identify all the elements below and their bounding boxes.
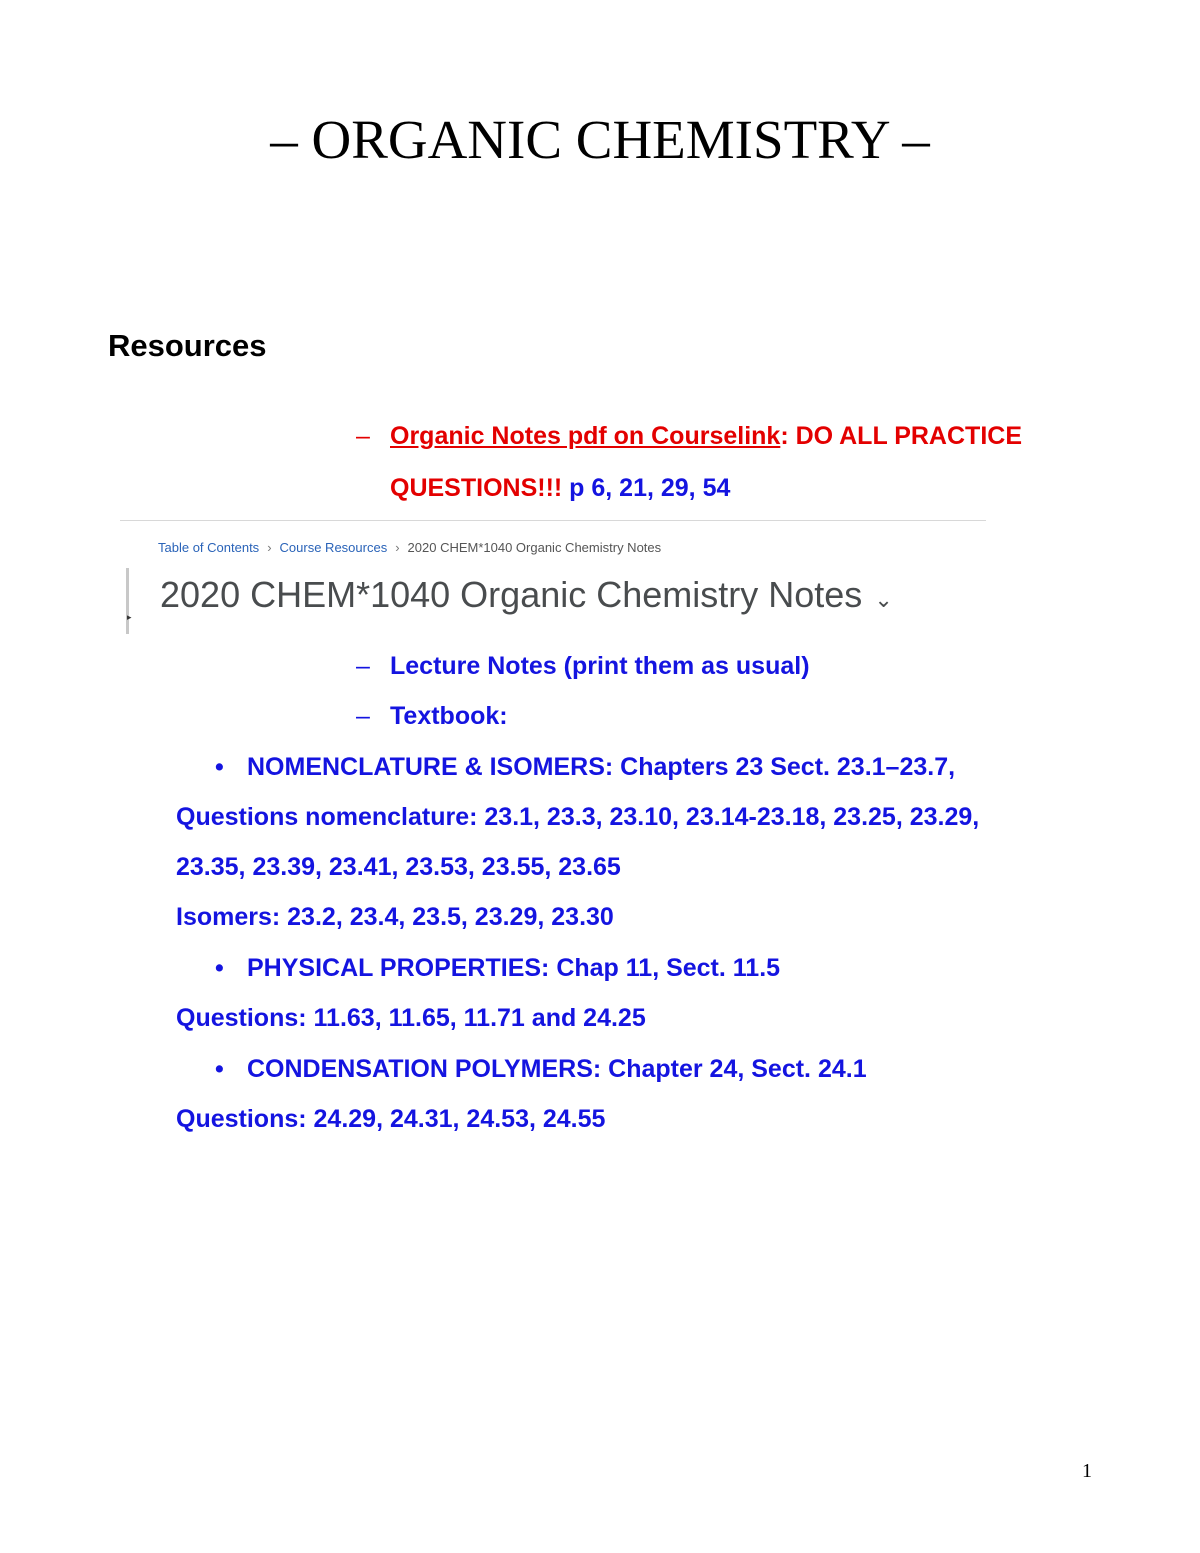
breadcrumb (158, 540, 661, 555)
dash-glyph: – (356, 652, 370, 680)
textbook-text: Textbook: (390, 702, 508, 730)
section-bullet-nomenclature (215, 753, 955, 782)
section-line: 23.35, 23.39, 23.41, 23.53, 23.55, 23.65 (176, 853, 621, 881)
textbook-item (356, 702, 508, 731)
organic-notes-link[interactable]: Organic Notes pdf on Courselink (390, 422, 781, 450)
section-bullet-physical-properties (215, 954, 780, 983)
section-heading: CONDENSATION POLYMERS: Chapter 24, Sect. 24.1 (247, 1055, 867, 1083)
organic-notes-line-2 (390, 474, 730, 503)
breadcrumb-current: 2020 CHEM*1040 Organic Chemistry Notes (407, 540, 662, 555)
chevron-down-icon[interactable]: ⌄ (874, 587, 893, 612)
questions-emphasis: QUESTIONS!!! (390, 474, 563, 502)
lecture-notes-text: Lecture Notes (print them as usual) (390, 652, 810, 680)
bullet-icon: • (215, 1055, 224, 1083)
dash-glyph: – (356, 702, 370, 730)
practice-pages: p 6, 21, 29, 54 (562, 474, 731, 502)
section-bullet-condensation-polymers (215, 1055, 867, 1084)
breadcrumb-table-of-contents[interactable]: Table of Contents (158, 540, 260, 555)
sidebar-toggle-icon[interactable]: ▸ (127, 612, 132, 622)
section-heading: NOMENCLATURE & ISOMERS: Chapters 23 Sect. 23.1–23.7, (247, 753, 956, 781)
sidebar-edge (126, 568, 129, 634)
screenshot-divider (120, 520, 986, 521)
notes-heading-text: 2020 CHEM*1040 Organic Chemistry Notes (160, 574, 863, 615)
section-line: Questions: 24.29, 24.31, 24.53, 24.55 (176, 1105, 606, 1133)
breadcrumb-course-resources[interactable]: Course Resources (279, 540, 388, 555)
lecture-notes-item (356, 652, 810, 681)
resources-heading: Resources (108, 328, 267, 363)
section-line: Questions nomenclature: 23.1, 23.3, 23.10, 23.14-23.18, 23.25, 23.29, (176, 803, 980, 831)
bullet-icon: • (215, 753, 224, 781)
section-line: Questions: 11.63, 11.65, 11.71 and 24.25 (176, 1004, 646, 1032)
notes-heading (160, 574, 893, 616)
page-number: 1 (1082, 1460, 1092, 1482)
breadcrumb-separator-icon: › (395, 540, 400, 555)
breadcrumb-separator-icon: › (267, 540, 272, 555)
dash-glyph: – (356, 422, 370, 450)
bullet-icon: • (215, 954, 224, 982)
section-line: Isomers: 23.2, 23.4, 23.5, 23.29, 23.30 (176, 903, 614, 931)
organic-notes-line-1 (356, 422, 1022, 451)
practice-instruction: : DO ALL PRACTICE (780, 422, 1022, 450)
section-heading: PHYSICAL PROPERTIES: Chap 11, Sect. 11.5 (247, 954, 781, 982)
page-title: – ORGANIC CHEMISTRY – (270, 109, 930, 170)
